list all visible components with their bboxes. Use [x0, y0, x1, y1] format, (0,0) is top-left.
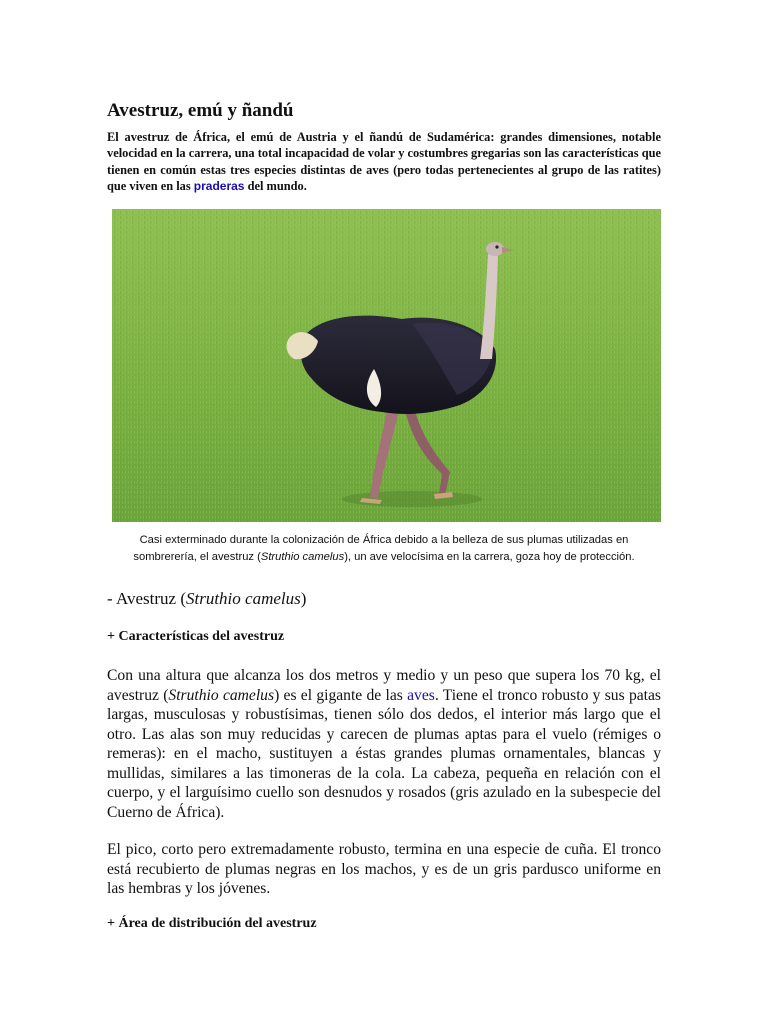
lead-paragraph [107, 129, 661, 195]
aves-link[interactable]: aves [407, 686, 435, 704]
ostrich-photo [112, 209, 661, 522]
paragraph-characteristics: Con una altura que alcanza los dos metros y medio y un peso que supera los 70 kg, el avestruz (Struthio camelus) es el gigante de las aves. Tiene el tronco robusto y sus patas largas, musculosas y robustísimas, tienen sólo dos dedos, el interior más largo que el otro. Las alas son muy reducidas y carecen de plumas aptas para el vuelo (rémiges o remeras): en el macho, sustituyen a éstas grandes plumas ornamentales, blancas y mullidas, similares a las timoneras de la cola. La cabeza, pequeña en relación con el cuerpo, y el larguísimo cuello son desnudos y rosados (gris azulado en la subespecie del Cuerno de África). [107, 667, 661, 821]
subheading-characteristics: + Características del avestruz [107, 629, 285, 644]
photo-caption: Casi exterminado durante la colonización de África debido a la belleza de sus plumas utilizadas en sombrerería, el avestruz (Struthio camelus), un ave velocísima en la carrera, goza hoy de protección. [133, 534, 635, 563]
praderas-link[interactable]: praderas [193, 179, 245, 194]
section-heading: - Avestruz (Struthio camelus) [107, 589, 307, 608]
lead-text-end: del mundo. [247, 179, 307, 194]
paragraph-beak: El pico, corto pero extremadamente robusto, termina en una especie de cuña. El tronco está recubierto de plumas negras en los machos, y es de un gris pardusco uniforme en las hembras y los jóvenes. [107, 841, 661, 897]
subheading-distribution: + Área de distribución del avestruz [107, 916, 317, 931]
article [107, 100, 661, 931]
page-title: Avestruz, emú y ñandú [107, 100, 294, 121]
lead-text: El avestruz de África, el emú de Austria y el ñandú de Sudamérica: grandes dimensiones, notable velocidad en la carrera, una total incapacidad de volar y costumbres gregarias son las características que tienen en común estas tres especies distintas de aves (pero todas pertenecientes al grupo de las ratites) que viven en las [107, 130, 661, 194]
